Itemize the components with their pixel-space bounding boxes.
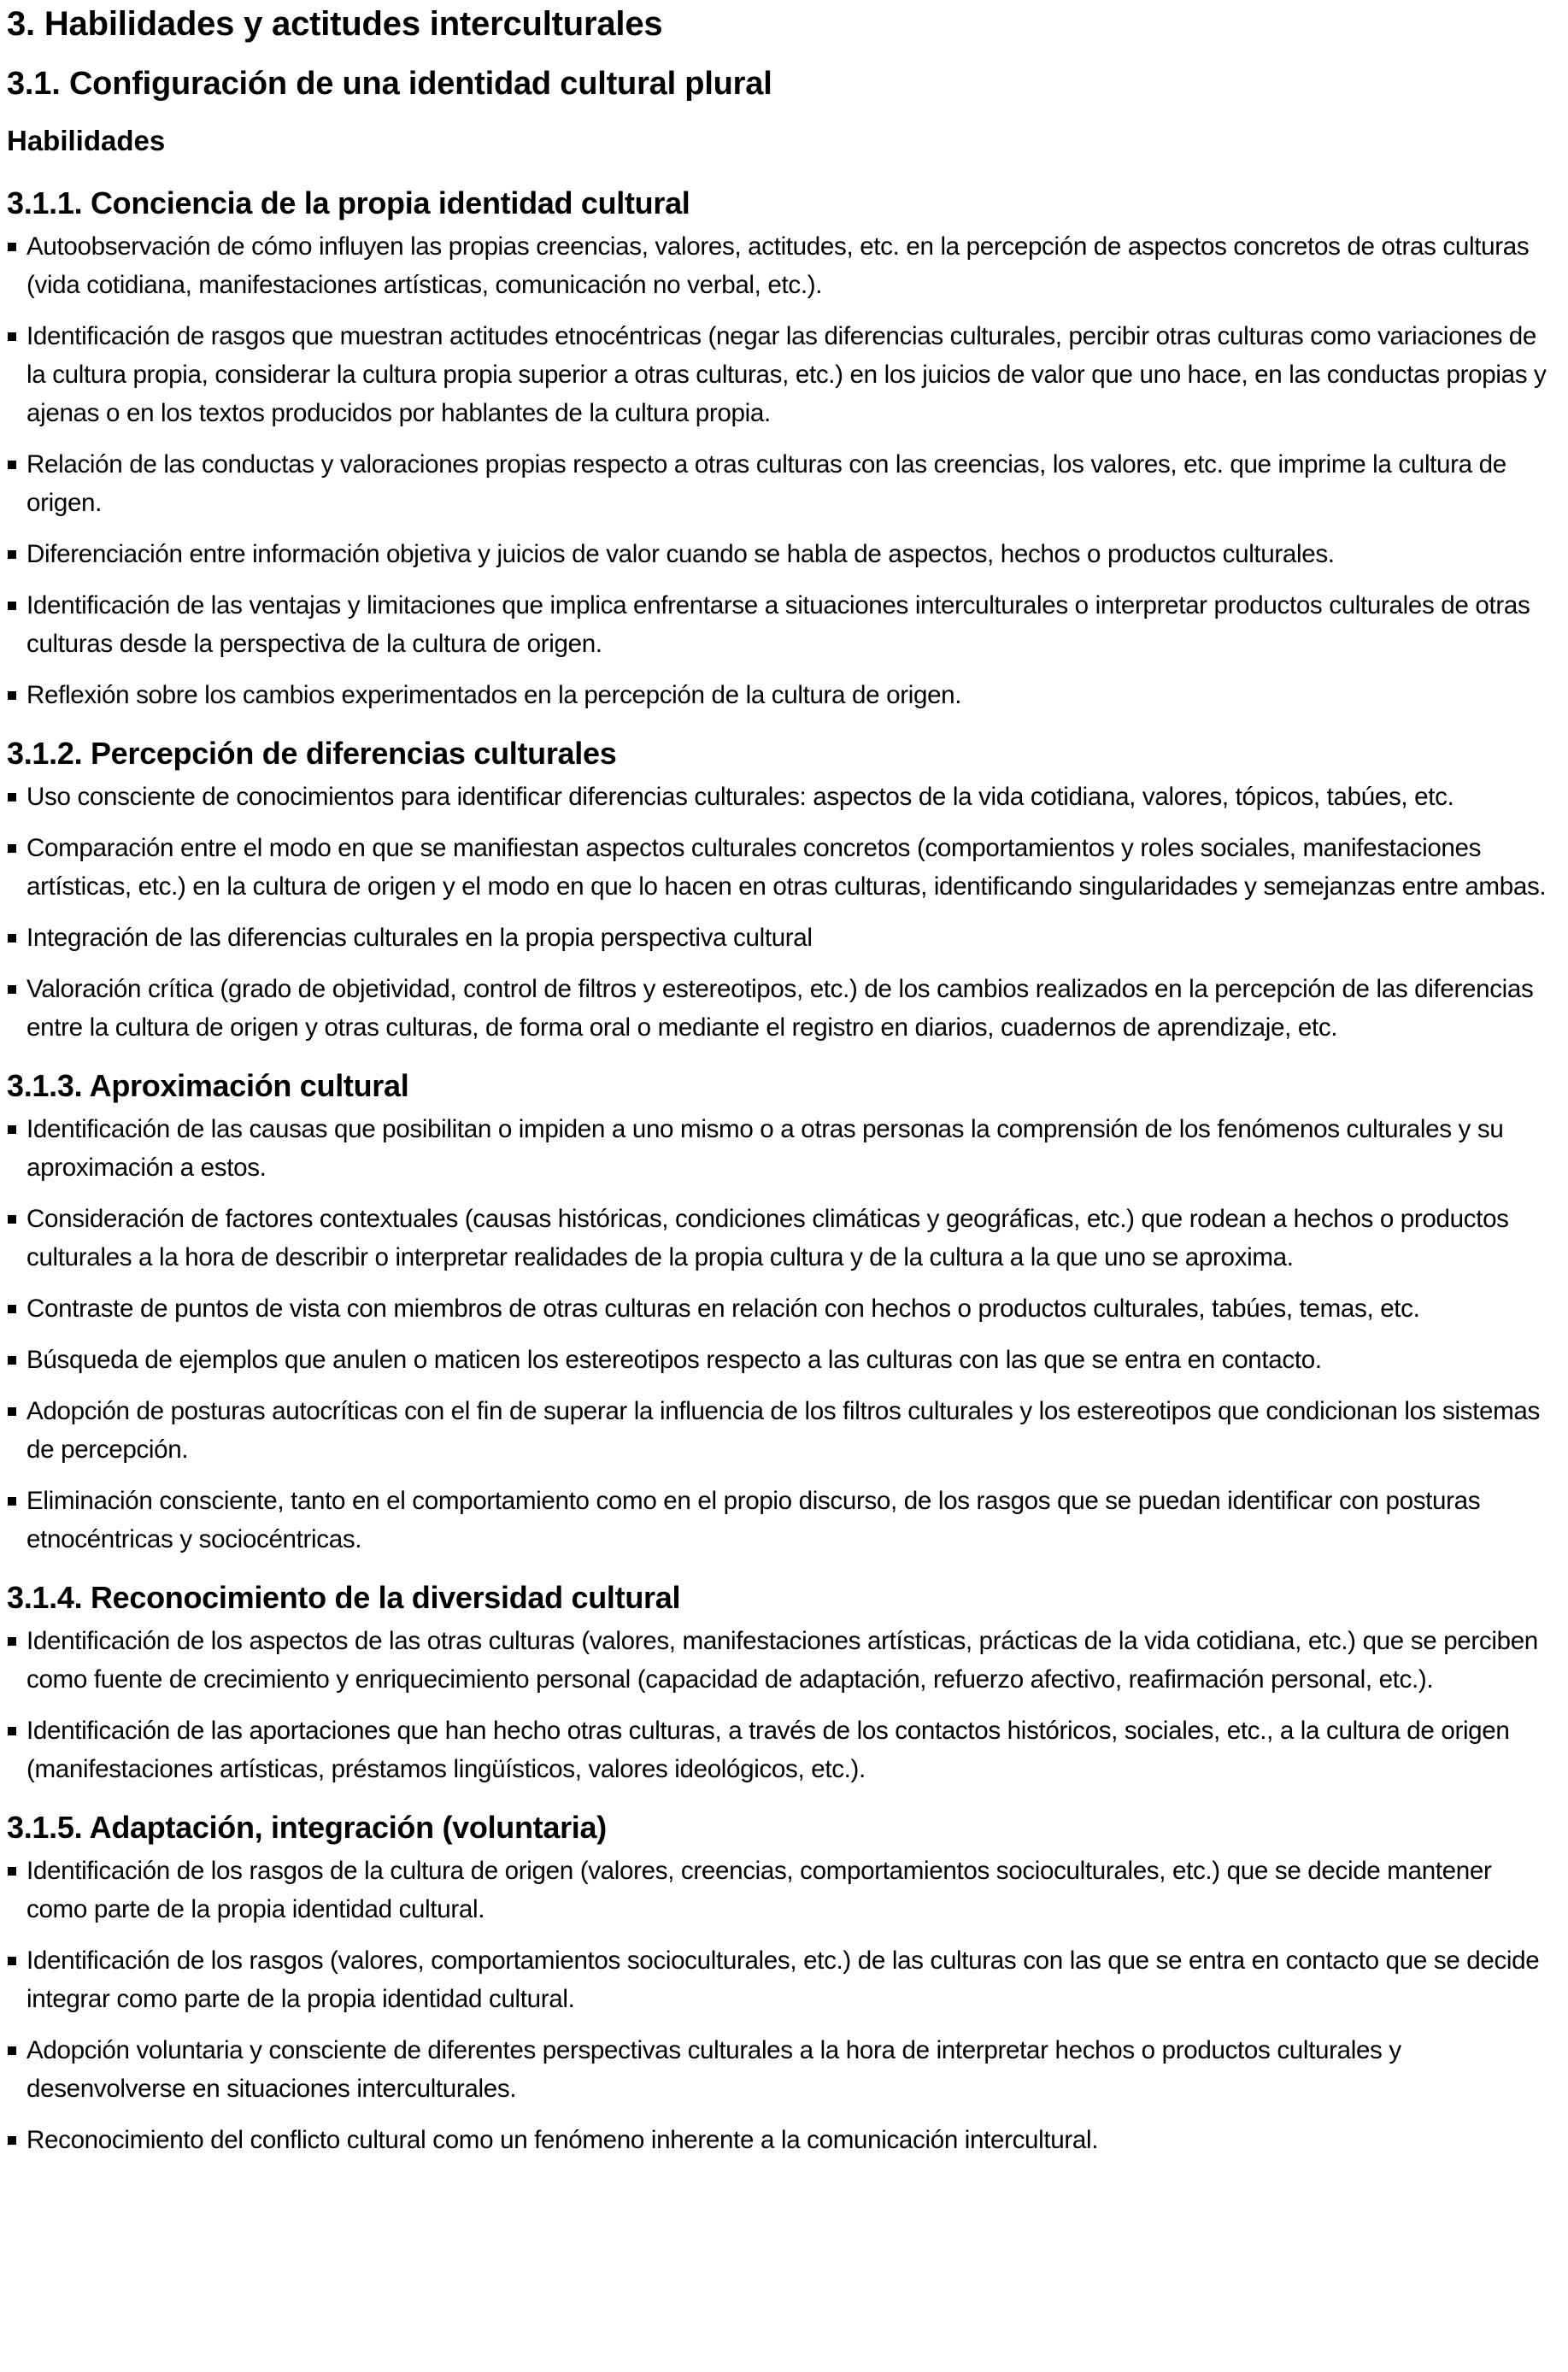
square-bullet-icon (8, 1727, 16, 1735)
square-bullet-icon (8, 1305, 16, 1313)
list-item (7, 1482, 1568, 1559)
list-item-text: Consideración de factores contextuales (causas históricas, condiciones climáticas y geográficas, etc.) que rodean a hechos o productos culturales a la hora de describir o interpretar realidades de la propia cultura y de la cultura a la que uno se aproxima. (26, 1205, 1509, 1271)
list-item-text: Relación de las conductas y valoraciones propias respecto a otras culturas con las creencias, los valores, etc. que imprime la cultura de origen. (26, 450, 1506, 517)
list-item (7, 535, 1568, 573)
list-item (7, 1110, 1568, 1187)
list-item (7, 1289, 1568, 1328)
list-item-text: Adopción de posturas autocríticas con el fin de superar la influencia de los filtros culturales y los estereotipos que condicionan los sistemas de percepción. (26, 1397, 1540, 1464)
list-item-text: Valoración crítica (grado de objetividad, control de filtros y estereotipos, etc.) de los cambios realizados en la percepción de las diferencias entre la cultura de origen y otras culturas, de forma oral o mediante el registro en diarios, cuadernos de aprendizaje, etc. (26, 975, 1534, 1042)
square-bullet-icon (8, 2046, 16, 2055)
list-item-text: Autoobservación de cómo influyen las propias creencias, valores, actitudes, etc. en la percepción de aspectos concretos de otras culturas (vida cotidiana, manifestaciones artísticas, comunicación no verbal, etc.). (26, 232, 1530, 299)
bullet-list (7, 227, 1568, 714)
list-item-text: Identificación de rasgos que muestran actitudes etnocéntricas (negar las diferencias culturales, percibir otras culturas como variaciones de la cultura propia, considerar la cultura propia superior a otras culturas, etc.) en los juicios de valor que uno hace, en las conductas propias y ajenas o en los textos producidos por hablantes de la cultura propia. (26, 322, 1547, 427)
bullet-list (7, 1852, 1568, 2159)
subsection-heading: 3.1.5. Adaptación, integración (voluntaria) (7, 1810, 607, 1845)
list-item (7, 1622, 1568, 1699)
square-bullet-icon (8, 985, 16, 994)
square-bullet-icon (8, 691, 16, 700)
list-item (7, 1711, 1568, 1788)
list-item (7, 2031, 1568, 2108)
list-item-text: Búsqueda de ejemplos que anulen o maticen los estereotipos respecto a las culturas con las que se entra en contacto. (26, 1346, 1322, 1374)
list-item-text: Eliminación consciente, tanto en el comportamiento como en el propio discurso, de los rasgos que se puedan identificar con posturas etnocéntricas y sociocéntricas. (26, 1487, 1481, 1553)
list-item (7, 829, 1568, 906)
list-item (7, 227, 1568, 304)
square-bullet-icon (8, 1497, 16, 1506)
list-item (7, 586, 1568, 663)
list-item (7, 778, 1568, 816)
subsection-heading: 3.1.2. Percepción de diferencias culturales (7, 736, 617, 771)
list-item-text: Reflexión sobre los cambios experimentados en la percepción de la cultura de origen. (26, 681, 962, 709)
square-bullet-icon (8, 1356, 16, 1365)
list-item (7, 919, 1568, 957)
subsections-container (7, 159, 1568, 2159)
list-item (7, 1341, 1568, 1379)
list-item (7, 1941, 1568, 2018)
list-item-text: Integración de las diferencias culturales en la propia perspectiva cultural (26, 924, 813, 952)
square-bullet-icon (8, 1407, 16, 1416)
list-item-text: Reconocimiento del conflicto cultural como un fenómeno inherente a la comunicación intercultural. (26, 2126, 1099, 2154)
list-item-text: Identificación de las aportaciones que han hecho otras culturas, a través de los contactos históricos, sociales, etc., a la cultura de origen (manifestaciones artísticas, préstamos lingüísticos, valores ideológicos, etc.). (26, 1717, 1510, 1783)
list-item-text: Comparación entre el modo en que se manifiestan aspectos culturales concretos (comportamientos y roles sociales, manifestaciones artísticas, etc.) en la cultura de origen y el modo en que lo hacen en otras culturas, identificando singularidades y semejanzas entre ambas. (26, 834, 1547, 901)
list-item-text: Identificación de las causas que posibilitan o impiden a uno mismo o a otras personas la comprensión de los fenómenos culturales y su aproximación a estos. (26, 1115, 1504, 1182)
square-bullet-icon (8, 243, 16, 251)
bullet-list (7, 778, 1568, 1047)
list-item-text: Uso consciente de conocimientos para identificar diferencias culturales: aspectos de la vida cotidiana, valores, tópicos, tabúes, etc. (26, 783, 1454, 811)
list-item (7, 1200, 1568, 1277)
square-bullet-icon (8, 1215, 16, 1224)
square-bullet-icon (8, 793, 16, 801)
list-item (7, 676, 1568, 714)
square-bullet-icon (8, 844, 16, 853)
list-item (7, 2121, 1568, 2159)
square-bullet-icon (8, 602, 16, 610)
square-bullet-icon (8, 1637, 16, 1646)
list-item-text: Diferenciación entre información objetiva y juicios de valor cuando se habla de aspectos, hechos o productos culturales. (26, 540, 1335, 568)
square-bullet-icon (8, 332, 16, 341)
bullet-list (7, 1110, 1568, 1559)
list-item (7, 317, 1568, 432)
subsection-heading: 3.1.4. Reconocimiento de la diversidad cultural (7, 1580, 681, 1615)
subsection-heading: 3.1.3. Aproximación cultural (7, 1068, 409, 1103)
list-item-text: Identificación de los rasgos (valores, comportamientos socioculturales, etc.) de las culturas con las que se entra en contacto que se decide integrar como parte de la propia identidad cultural. (26, 1946, 1540, 2013)
square-bullet-icon (8, 461, 16, 469)
list-item-text: Contraste de puntos de vista con miembros de otras culturas en relación con hechos o productos culturales, tabúes, temas, etc. (26, 1295, 1420, 1323)
square-bullet-icon (8, 2136, 16, 2145)
square-bullet-icon (8, 550, 16, 559)
list-item-text: Identificación de los rasgos de la cultura de origen (valores, creencias, comportamientos socioculturales, etc.) que se decide mantener como parte de la propia identidad cultural. (26, 1857, 1492, 1923)
list-item (7, 1852, 1568, 1929)
list-item-text: Adopción voluntaria y consciente de diferentes perspectivas culturales a la hora de interpretar hechos o productos culturales y desenvolverse en situaciones interculturales. (26, 2036, 1401, 2103)
list-item (7, 445, 1568, 522)
square-bullet-icon (8, 1957, 16, 1965)
subsection-heading: 3.1.1. Conciencia de la propia identidad cultural (7, 185, 690, 220)
list-item-text: Identificación de los aspectos de las otras culturas (valores, manifestaciones artísticas, prácticas de la vida cotidiana, etc.) que se perciben como fuente de crecimiento y enriquecimiento personal (capacidad de adaptación, refuerzo afectivo, reafirmación personal, etc.). (26, 1627, 1538, 1694)
square-bullet-icon (8, 1867, 16, 1876)
square-bullet-icon (8, 934, 16, 942)
page-title: 3. Habilidades y actitudes interculturales (7, 5, 663, 43)
square-bullet-icon (8, 1125, 16, 1134)
list-item (7, 1392, 1568, 1469)
bullet-list (7, 1622, 1568, 1788)
list-item-text: Identificación de las ventajas y limitaciones que implica enfrentarse a situaciones interculturales o interpretar productos culturales de otras culturas desde la perspectiva de la cultura de origen. (26, 591, 1530, 658)
section-heading: 3.1. Configuración de una identidad cultural plural (7, 66, 772, 102)
subheading-habilidades: Habilidades (7, 125, 166, 156)
list-item (7, 970, 1568, 1047)
